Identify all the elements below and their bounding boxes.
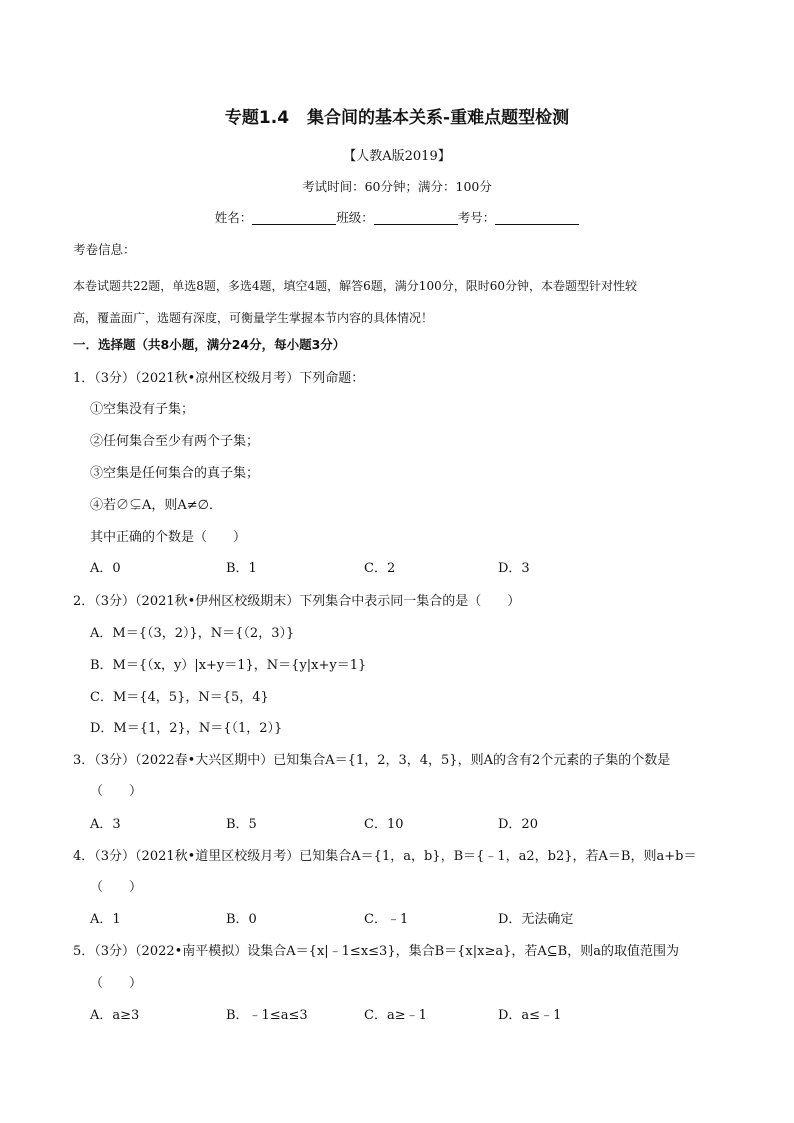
question-4-option-d: D．无法确定 (498, 912, 574, 927)
question-3-answer-paren: （ ） (90, 784, 143, 799)
question-5-option-a: A．a≥3 (90, 1008, 140, 1023)
question-5-option-d: D．a≤﹣1 (498, 1008, 562, 1023)
title-topic-name: 集合间的基本关系-重难点题型检测 (307, 108, 570, 128)
question-5-option-b: B．﹣1≤a≤3 (226, 1008, 308, 1023)
section-heading: 一．选择题（共8小题，满分24分，每小题3分） (73, 337, 346, 352)
question-2-option-a: A．M＝{（3，2）}，N＝{（2，3）} (90, 626, 295, 641)
question-2-option-d: D．M＝{1，2}，N＝{（1，2）} (90, 721, 283, 736)
question-2-stem: 2．（3分）（2021秋•伊州区校级期末）下列集合中表示同一集合的是（ ） (73, 594, 521, 609)
question-2-option-c: C．M＝{4，5}，N＝{5，4} (90, 690, 269, 705)
question-1-option-d: D．3 (498, 561, 530, 576)
number-blank (495, 210, 579, 225)
question-4-option-c: C．﹣1 (364, 912, 409, 927)
document-title (0, 103, 794, 128)
exam-info-line: 高，覆盖面广，选题有深度，可衡量学生掌握本节内容的具体情况！ (73, 311, 434, 325)
question-1-ask: 其中正确的个数是（ ） (90, 530, 247, 545)
question-5-answer-paren: （ ） (90, 976, 143, 991)
question-3-option-a: A．3 (90, 817, 121, 832)
question-4-answer-paren: （ ） (90, 880, 143, 895)
question-1-stem: 1．（3分）（2021秋•凉州区校级月考）下列命题： (73, 371, 365, 386)
question-3-option-c: C．10 (364, 817, 404, 832)
question-5-option-c: C．a≥﹣1 (364, 1008, 427, 1023)
question-3-stem: 3．（3分）（2022春•大兴区期中）已知集合A＝{1，2，3，4，5}，则A的含有2个元素的子集的个数是 (73, 753, 671, 768)
number-label: 考号： (457, 210, 496, 225)
question-1-option-b: B．1 (226, 561, 257, 576)
question-4-stem: 4．（3分）（2021秋•道里区校级月考）已知集合A＝{1，a，b}，B＝{﹣1，a2，b2}，若A＝B，则a+b＝ (73, 849, 697, 864)
question-1-statement: ②任何集合至少有两个子集； (90, 434, 260, 449)
class-label: 班级： (336, 210, 374, 225)
title-topic-number: 专题1.4 (224, 108, 290, 128)
class-blank (374, 210, 458, 225)
question-1-statement: ①空集没有子集； (90, 402, 195, 417)
question-3-option-d: D．20 (498, 817, 538, 832)
name-blank (252, 210, 336, 225)
question-1-statement: ④若∅⊊A，则A≠∅． (90, 498, 222, 513)
question-4-option-b: B．0 (226, 912, 257, 927)
question-5-stem: 5．（3分）（2022•南平模拟）设集合A＝{x|﹣1≤x≤3}，集合B＝{x|x≥a}，若A⊆B，则a的取值范围为 (73, 944, 679, 959)
question-2-option-b: B．M＝{（x，y）|x+y＝1}，N＝{y|x+y＝1} (90, 658, 367, 673)
exam-time: 考试时间：60分钟；满分：100分 (302, 179, 492, 194)
student-info-row (0, 208, 794, 226)
exam-info-line: 本卷试题共22题，单选8题，多选4题，填空4题，解答6题，满分100分，限时60分钟，本卷题型针对性较 (73, 279, 637, 293)
edition-label: 【人教A版2019】 (343, 149, 451, 164)
question-4-option-a: A．1 (90, 912, 121, 927)
question-3-option-b: B．5 (226, 817, 257, 832)
exam-info-heading: 考卷信息： (73, 242, 136, 257)
question-1-option-a: A．0 (90, 561, 121, 576)
name-label: 姓名： (214, 210, 253, 225)
exam-info-text (73, 270, 723, 334)
question-1-statement: ③空集是任何集合的真子集； (90, 466, 260, 481)
question-1-option-c: C．2 (364, 561, 396, 576)
